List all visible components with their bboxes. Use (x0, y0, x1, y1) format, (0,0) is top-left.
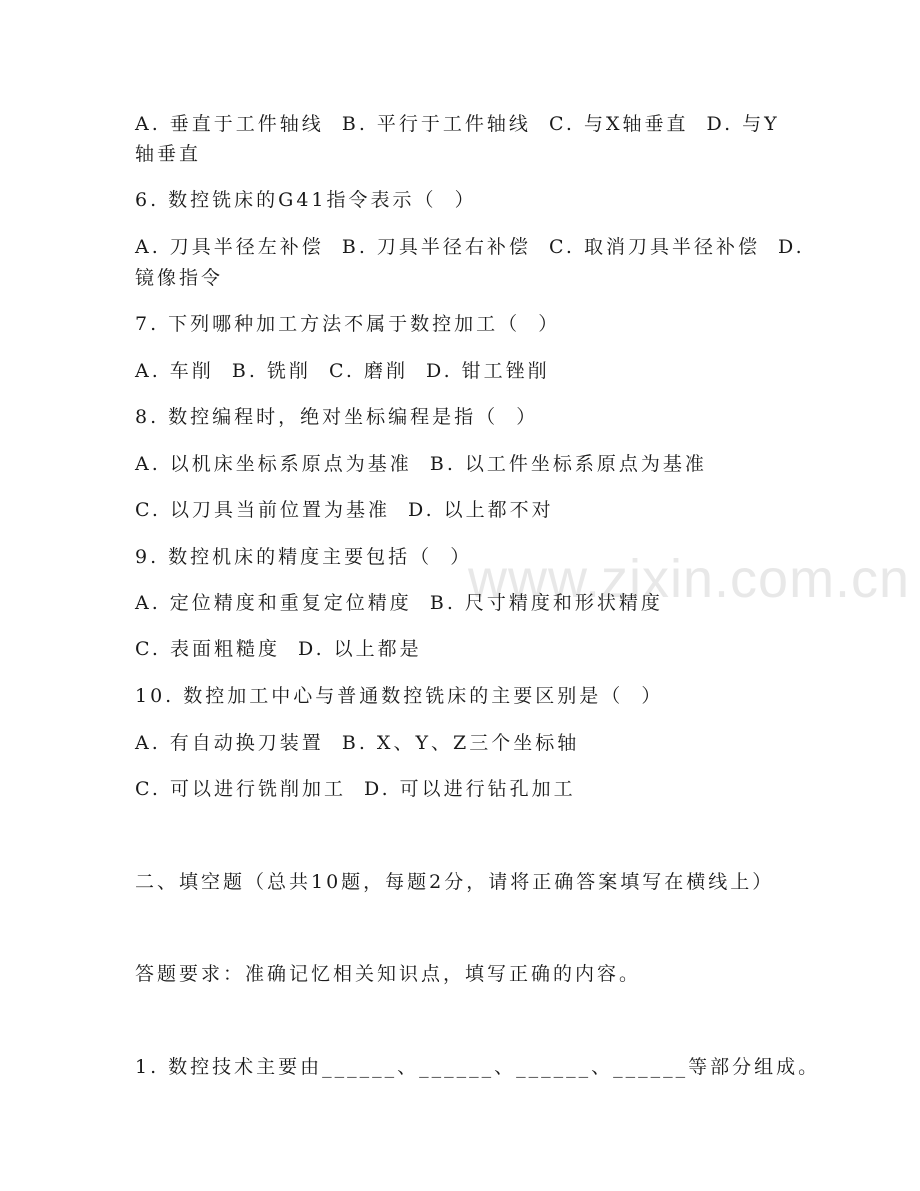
answer-requirements: 答题要求：准确记忆相关知识点，填写正确的内容。 (135, 963, 642, 985)
question-10: 10. 数控加工中心与普通数控铣床的主要区别是（ ） (135, 685, 664, 707)
fill-question-1: 1. 数控技术主要由______、______、______、______等部分组成。 (135, 1056, 821, 1078)
question-8: 8. 数控编程时，绝对坐标编程是指（ ） (135, 406, 539, 428)
q10-options-line-2: C. 可以进行铣削加工 D. 可以进行钻孔加工 (135, 778, 576, 800)
watermark: www.zixin.com.cn (468, 549, 911, 609)
section-heading-fill-in: 二、填空题（总共10题，每题2分，请将正确答案填写在横线上） (135, 871, 775, 893)
q8-options-line-2: C. 以刀具当前位置为基准 D. 以上都不对 (135, 499, 554, 521)
q9-options-line-2: C. 表面粗糙度 D. 以上都是 (135, 638, 422, 660)
question-7: 7. 下列哪种加工方法不属于数控加工（ ） (135, 313, 561, 335)
q6-options-line-2: 镜像指令 (135, 267, 224, 289)
q5-options-line-2: 轴垂直 (135, 143, 202, 165)
question-9: 9. 数控机床的精度主要包括（ ） (135, 546, 473, 568)
question-6: 6. 数控铣床的G41指令表示（ ） (135, 189, 477, 211)
q9-options-line-1: A. 定位精度和重复定位精度 B. 尺寸精度和形状精度 (135, 592, 663, 614)
q7-options: A. 车削 B. 铣削 C. 磨削 D. 钳工锉削 (135, 360, 550, 382)
q10-options-line-1: A. 有自动换刀装置 B. X、Y、Z三个坐标轴 (135, 732, 580, 754)
q5-options-line-1: A. 垂直于工件轴线 B. 平行于工件轴线 C. 与X轴垂直 D. 与Y (135, 113, 780, 135)
q8-options-line-1: A. 以机床坐标系原点为基准 B. 以工件坐标系原点为基准 (135, 453, 707, 475)
q6-options-line-1: A. 刀具半径左补偿 B. 刀具半径右补偿 C. 取消刀具半径补偿 D. (135, 236, 805, 258)
